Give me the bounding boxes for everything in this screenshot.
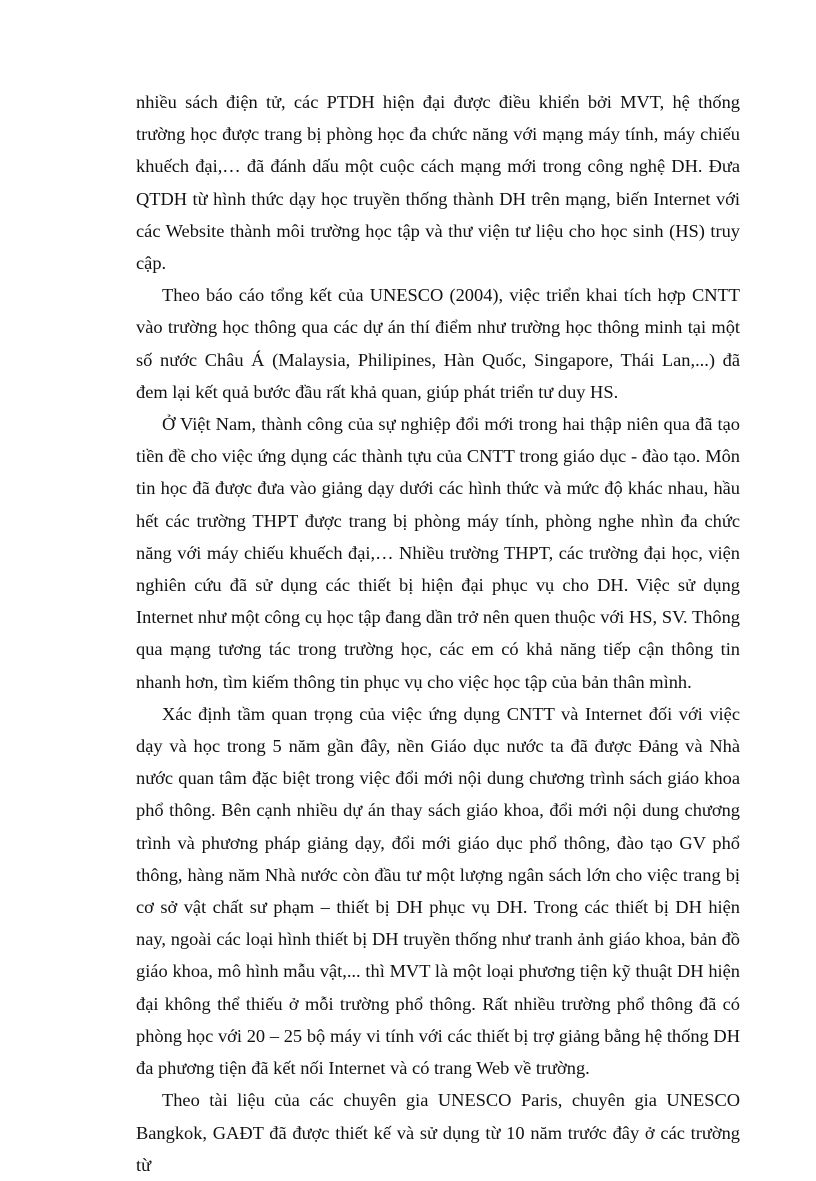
document-body bbox=[136, 86, 740, 1181]
paragraph-unesco-experts: Theo tài liệu của các chuyên gia UNESCO Paris, chuyên gia UNESCO Bangkok, GAĐT đã được thiết kế và sử dụng từ 10 năm trước đây ở các trường từ bbox=[136, 1090, 740, 1175]
paragraph-importance: Xác định tầm quan trọng của việc ứng dụng CNTT và Internet đối với việc dạy và học trong 5 năm gần đây, nền Giáo dục nước ta đã được Đảng và Nhà nước quan tâm đặc biệt trong việc đổi mới nội dung chương trình sách giáo khoa phổ thông. Bên cạnh nhiều dự án thay sách giáo khoa, đổi mới nội dung chương trình và phương pháp giảng dạy, đổi mới giáo dục phổ thông, đào tạo GV phổ thông, hàng năm Nhà nước còn đầu tư một lượng ngân sách lớn cho việc trang bị cơ sở vật chất sư phạm – thiết bị DH phục vụ DH. Trong các thiết bị DH hiện nay, ngoài các loại hình thiết bị DH truyền thống như tranh ảnh giáo khoa, bản đồ giáo khoa, mô hình mẫu vật,... thì MVT là một loại phương tiện kỹ thuật DH hiện đại không thể thiếu ở mỗi trường phổ thông. Rất nhiều trường phổ thông đã có phòng học với 20 – 25 bộ máy vi tính với các thiết bị trợ giảng bằng hệ thống DH đa phương tiện đã kết nối Internet và có trang Web về trường. bbox=[136, 703, 740, 1079]
paragraph-vietnam: Ở Việt Nam, thành công của sự nghiệp đổi mới trong hai thập niên qua đã tạo tiền đề cho việc ứng dụng các thành tựu của CNTT trong giáo dục - đào tạo. Môn tin học đã được đưa vào giảng dạy dưới các hình thức và mức độ khác nhau, hầu hết các trường THPT được trang bị phòng máy tính, phòng nghe nhìn đa chức năng với máy chiếu khuếch đại,… Nhiều trường THPT, các trường đại học, viện nghiên cứu đã sử dụng các thiết bị hiện đại phục vụ cho DH. Việc sử dụng Internet như một công cụ học tập đang dần trở nên quen thuộc với HS, SV. Thông qua mạng tương tác trong trường học, các em có khả năng tiếp cận thông tin nhanh hơn, tìm kiếm thông tin phục vụ cho việc học tập của bản thân mình. bbox=[136, 414, 740, 692]
paragraph-continuation: nhiều sách điện tử, các PTDH hiện đại được điều khiển bởi MVT, hệ thống trường học được trang bị phòng học đa chức năng với mạng máy tính, máy chiếu khuếch đại,… đã đánh dấu một cuộc cách mạng mới trong công nghệ DH. Đưa QTDH từ hình thức dạy học truyền thống thành DH trên mạng, biến Internet với các Website thành môi trường học tập và thư viện tư liệu cho học sinh (HS) truy cập. bbox=[136, 92, 740, 274]
paragraph-unesco-report: Theo báo cáo tổng kết của UNESCO (2004), việc triển khai tích hợp CNTT vào trường học thông qua các dự án thí điểm như trường học thông minh tại một số nước Châu Á (Malaysia, Philipines, Hàn Quốc, Singapore, Thái Lan,...) đã đem lại kết quả bước đầu rất khả quan, giúp phát triển tư duy HS. bbox=[136, 285, 740, 402]
